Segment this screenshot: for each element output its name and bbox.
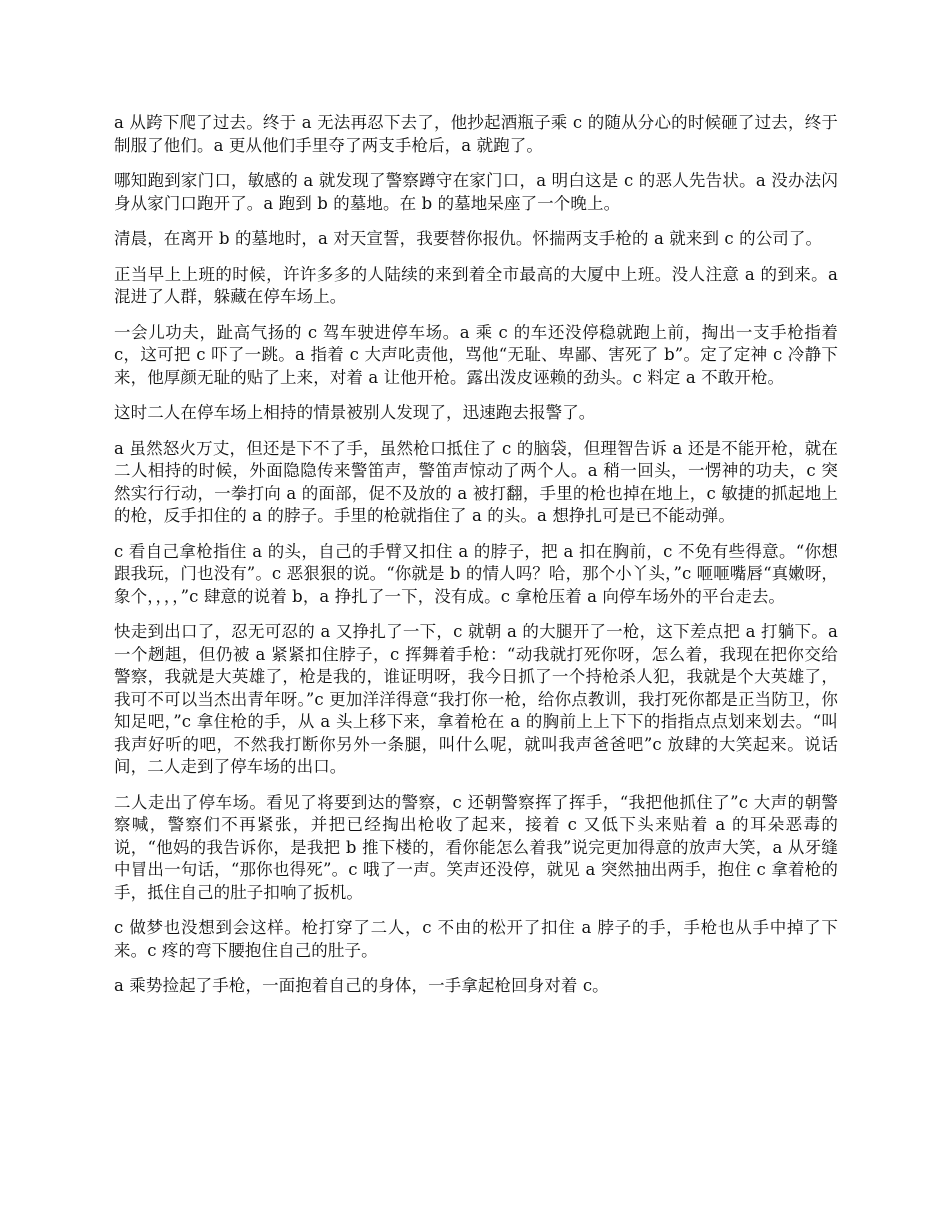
paragraph: 快走到出口了，忍无可忍的 a 又挣扎了一下，c 就朝 a 的大腿开了一枪，这下差点把 a 打躺下。a 一个趔趄，但仍被 a 紧紧扣住脖子，c 挥舞着手枪：“动我就打死你呀，怎么着，我现在把你交给警察，我就是大英雄了，枪是我的，谁证明呀，我今日抓了一个持枪杀人犯，我就是个大英雄了，我可不可以当杰出青年呀。”c 更加洋洋得意“我打你一枪，给你点教训，我打死你都是正当防卫，你知足吧，”c 拿住枪的手，从 a 头上移下来，拿着枪在 a 的胸前上上下下的指指点点划来划去。“叫我声好听的吧，不然我打断你另外一条腿，叫什么呢，就叫我声爸爸吧”c 放肆的大笑起来。说话间，二人走到了停车场的出口。 (114, 622, 838, 776)
paragraph: 正当早上上班的时候，许许多多的人陆续的来到着全市最高的大厦中上班。没人注意 a 的到来。a 混进了人群，躲藏在停车场上。 (114, 264, 838, 306)
document-body (114, 112, 838, 1011)
paragraph: 一会儿功夫，趾高气扬的 c 驾车驶进停车场。a 乘 c 的车还没停稳就跑上前，掏出一支手枪指着 c，这可把 c 吓了一跳。a 指着 c 大声叱责他，骂他“无耻、卑鄙、害死了 b”。定了定神 c 冷静下来，他厚颜无耻的贴了上来，对着 a 让他开枪。露出泼皮诬赖的劲头。c 料定 a 不敢开枪。 (114, 322, 838, 387)
paragraph: 二人走出了停车场。看见了将要到达的警察，c 还朝警察挥了挥手，“我把他抓住了”c 大声的朝警察喊，警察们不再紧张，并把已经掏出枪收了起来，接着 c 又低下头来贴着 a 的耳朵恶毒的说，“他妈的我告诉你，是我把 b 推下楼的，看你能怎么着我”说完更加得意的放声大笑，a 从牙缝中冒出一句话，“那你也得死”。c 哦了一声。笑声还没停，就见 a 突然抽出两手，抱住 c 拿着枪的手，抵住自己的肚子扣响了扳机。 (114, 792, 838, 902)
paragraph: c 做梦也没想到会这样。枪打穿了二人，c 不由的松开了扣住 a 脖子的手，手枪也从手中掉了下来。c 疼的弯下腰抱住自己的肚子。 (114, 918, 838, 960)
paragraph: a 乘势捡起了手枪，一面抱着自己的身体，一手拿起枪回身对着 c。 (114, 976, 609, 995)
paragraph: 这时二人在停车场上相持的情景被别人发现了，迅速跑去报警了。 (114, 403, 596, 422)
paragraph: c 看自己拿枪指住 a 的头，自己的手臂又扣住 a 的脖子，把 a 扣在胸前，c 不免有些得意。“你想跟我玩，门也没有”。c 恶狠狠的说。“你就是 b 的情人吗？哈，那个小丫头，”c 咂咂嘴唇“真嫩呀，象个，，，，”c 肆意的说着 b，a 挣扎了一下，没有成。c 拿枪压着 a 向停车场外的平台走去。 (114, 541, 839, 606)
paragraph: 清晨，在离开 b 的墓地时，a 对天宣誓，我要替你报仇。怀揣两支手枪的 a 就来到 c 的公司了。 (114, 229, 823, 248)
paragraph: a 从跨下爬了过去。终于 a 无法再忍下去了，他抄起酒瓶子乘 c 的随从分心的时候砸了过去，终于制服了他们。a 更从他们手里夺了两支手枪后，a 就跑了。 (114, 113, 838, 155)
paragraph: a 虽然怒火万丈，但还是下不了手，虽然枪口抵住了 c 的脑袋，但理智告诉 a 还是不能开枪，就在二人相持的时候，外面隐隐传来警笛声，警笛声惊动了两个人。a 稍一回头，一愣神的功夫，c 突然实行行动，一拳打向 a 的面部，促不及放的 a 被打翻，手里的枪也掉在地上，c 敏捷的抓起地上的枪，反手扣住的 a 的脖子。手里的枪就指住了 a 的头。a 想挣扎可是已不能动弹。 (114, 438, 838, 525)
paragraph: 哪知跑到家门口，敏感的 a 就发现了警察蹲守在家门口，a 明白这是 c 的恶人先告状。a 没办法闪身从家门口跑开了。a 跑到 b 的墓地。在 b 的墓地呆座了一个晚上。 (114, 171, 838, 213)
